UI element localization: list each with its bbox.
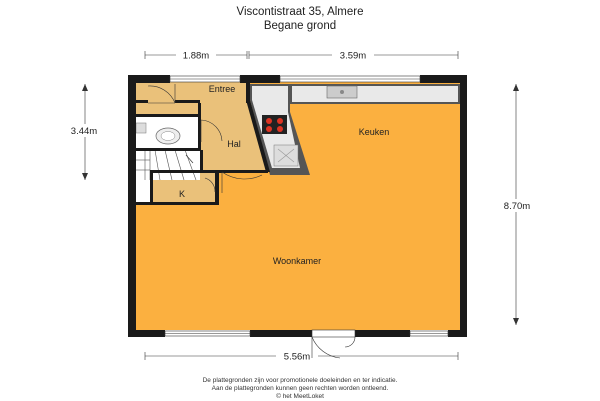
floor-title: Begane grond (263, 20, 337, 32)
dim-width-right-label: 3.59m (339, 50, 367, 62)
dim-width-bottom-label: 5.56m (283, 351, 311, 363)
stove-icon (262, 115, 287, 134)
room-label-hal: Hal (227, 139, 241, 149)
disclaimer-line-2: Aan de plattegronden kunnen geen rechten worden ontleend. (211, 385, 389, 392)
dim-height-right-label: 8.70m (503, 201, 531, 212)
room-label-keuken: Keuken (358, 127, 390, 137)
dimension-right (496, 84, 538, 325)
dim-width-left-label: 1.88m (182, 50, 210, 62)
dimension-bottom (145, 350, 458, 363)
dimension-left (64, 84, 104, 180)
dim-height-left-label: 3.44m (70, 126, 98, 137)
room-label-woonkamer: Woonkamer (272, 256, 322, 266)
dimension-top-left (145, 49, 247, 62)
copyright-line: © het MeetLoket (276, 393, 324, 400)
staircase (135, 150, 200, 180)
disclaimer-line-1: De plattegronden zijn voor promotionele doeleinden en ter indicatie. (202, 377, 398, 384)
room-label-k: K (178, 189, 186, 199)
address-title: Viscontistraat 35, Almere (236, 6, 364, 18)
room-label-entree: Entree (208, 84, 236, 94)
dimension-top-right (249, 49, 458, 62)
